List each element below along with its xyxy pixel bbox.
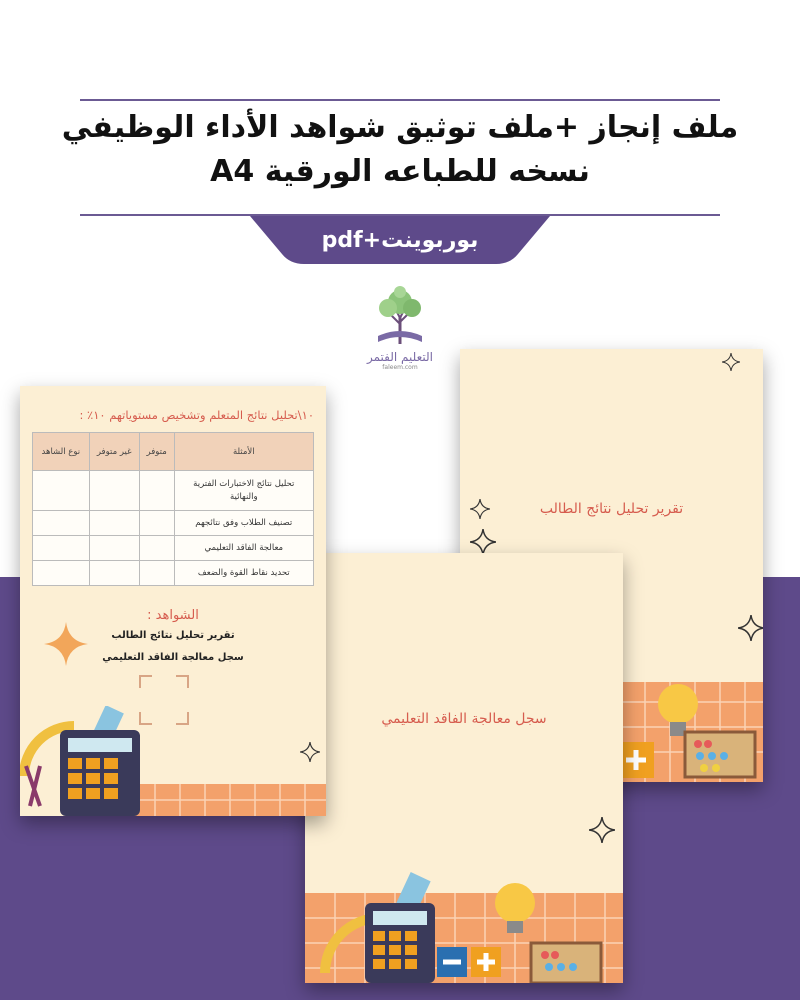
math-illustration <box>20 706 326 816</box>
math-illustration <box>305 863 623 983</box>
table-row <box>33 561 314 586</box>
unavailable-cell <box>89 561 139 586</box>
available-cell <box>139 471 174 511</box>
sparkle-icon <box>589 817 615 843</box>
available-cell <box>139 511 174 536</box>
example-cell: تحليل نتائج الاختبارات الفترية والنهائية <box>174 471 313 511</box>
available-cell <box>139 561 174 586</box>
table-row <box>33 536 314 561</box>
logo-name: التعليم الفتمر <box>366 350 434 364</box>
right-card-title: تقرير تحليل نتائج الطالب <box>539 501 684 517</box>
page-preview-learning-loss <box>305 553 623 983</box>
sparkle-icon <box>738 615 763 641</box>
column-header: متوفر <box>139 433 174 471</box>
evidence-item: سجل معالجة الفاقد التعليمي <box>102 652 244 663</box>
example-cell: معالجة الفاقد التعليمي <box>174 536 313 561</box>
column-header: نوع الشاهد <box>33 433 90 471</box>
evidence-item: تقرير تحليل نتائج الطالب <box>111 630 235 641</box>
evidence-type-cell <box>33 471 90 511</box>
evidence-type-cell <box>33 511 90 536</box>
column-header: الأمثلة <box>174 433 313 471</box>
example-cell: تصنيف الطلاب وفق نتائجهم <box>174 511 313 536</box>
evidence-title: الشواهد : <box>147 608 199 623</box>
unavailable-cell <box>89 536 139 561</box>
table-header-row <box>33 433 314 471</box>
table-row <box>33 511 314 536</box>
evidence-type-cell <box>33 561 90 586</box>
sparkle-icon <box>470 499 490 519</box>
example-cell: تحديد نقاط القوة والضعف <box>174 561 313 586</box>
page-title-line1: ملف إنجاز +ملف توثيق شواهد الأداء الوظيفي <box>61 110 739 145</box>
unavailable-cell <box>89 511 139 536</box>
top-rule <box>80 99 720 101</box>
tree-book-icon <box>370 286 430 344</box>
format-tab-label: بوربوينت+pdf <box>321 227 479 253</box>
page-title-line2: نسخه للطباعه الورقية A4 <box>210 154 590 189</box>
table-row <box>33 471 314 511</box>
available-cell <box>139 536 174 561</box>
evidence-type-cell <box>33 536 90 561</box>
center-card-title: سجل معالجة الفاقد التعليمي <box>381 711 547 727</box>
brand-logo <box>364 286 436 376</box>
evidence-table <box>32 432 314 586</box>
column-header: غير متوفر <box>89 433 139 471</box>
logo-url: faleem.com <box>382 364 418 371</box>
section-heading: ١٠\تحليل نتائج المتعلم وتشخيص مستوياتهم ١٠٪ : <box>79 408 314 422</box>
sparkle-icon <box>470 529 496 555</box>
sparkle-icon <box>722 353 740 371</box>
sparkle-icon <box>44 622 88 666</box>
unavailable-cell <box>89 471 139 511</box>
page-preview-evidence-table <box>20 386 326 816</box>
